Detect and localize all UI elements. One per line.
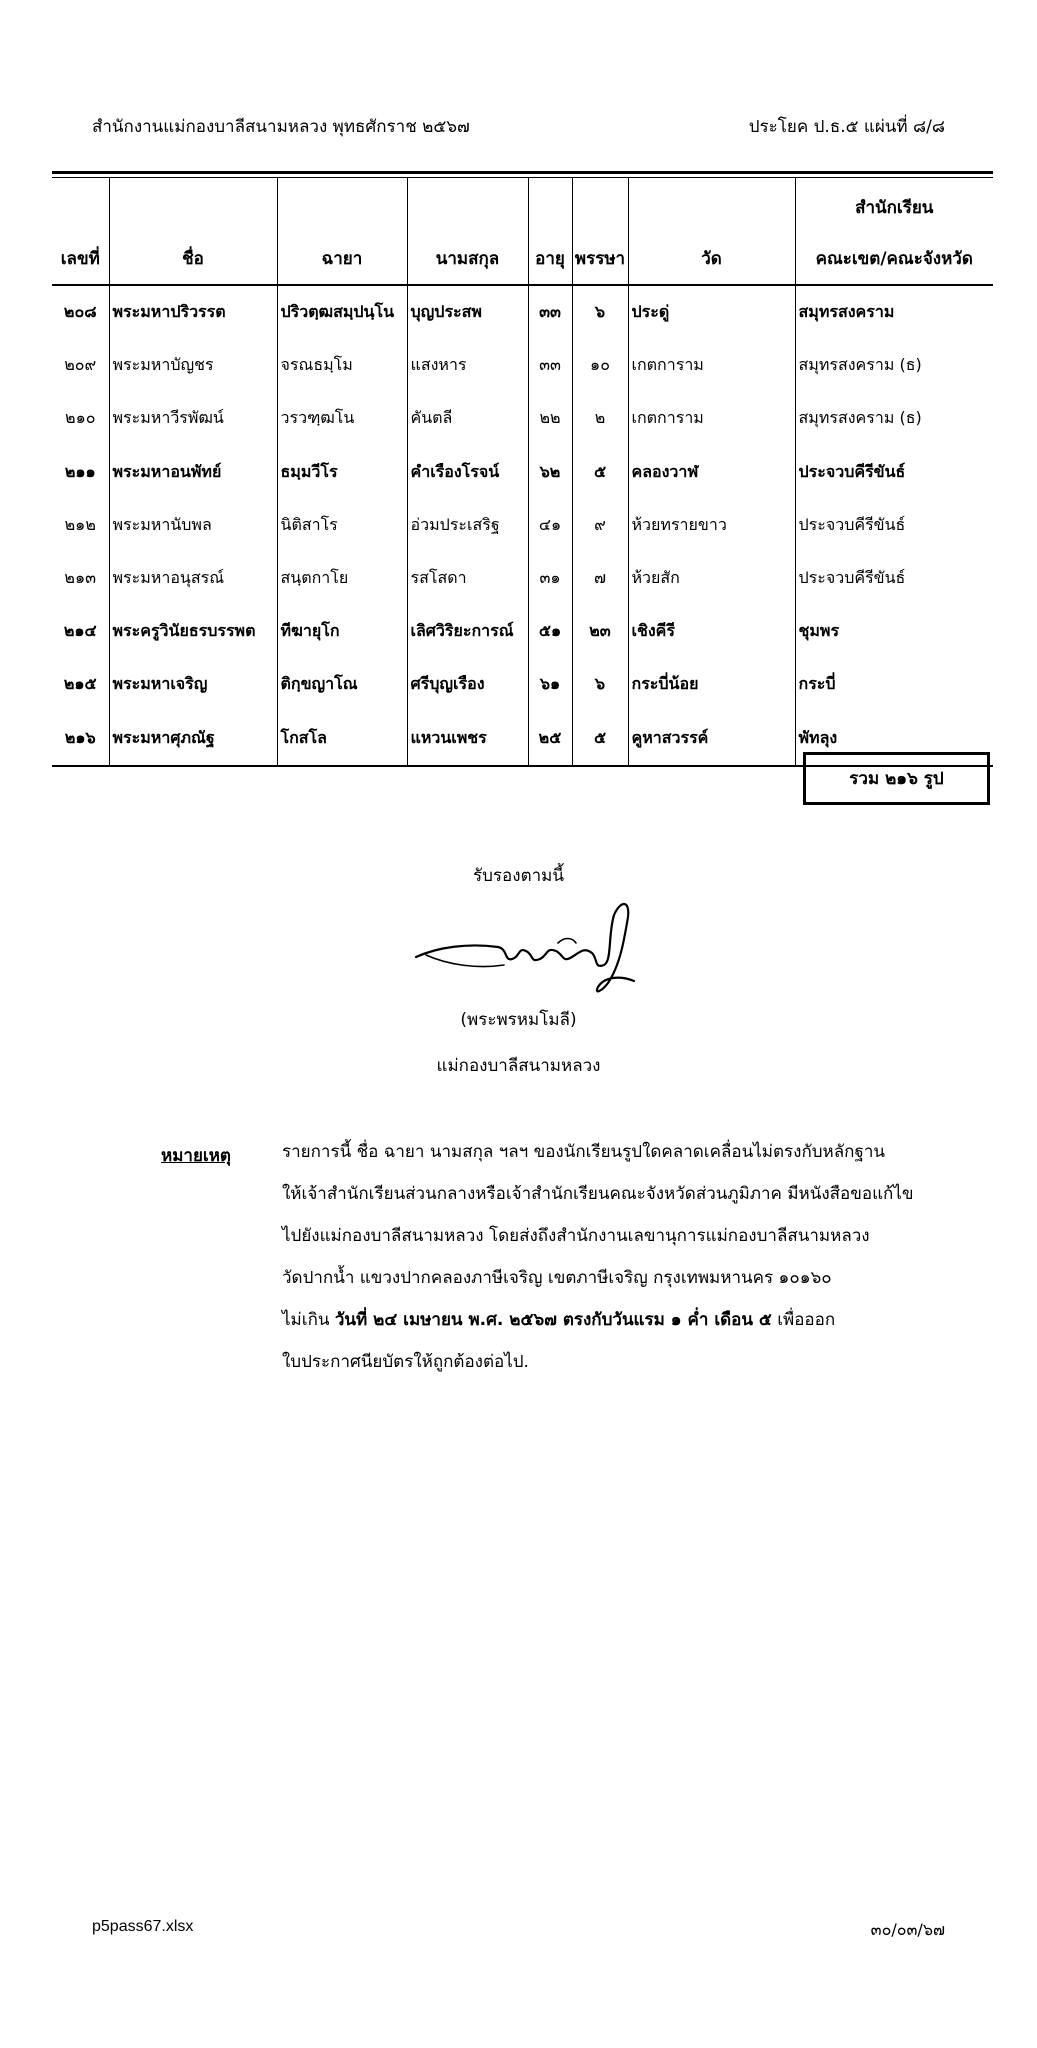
cell-surname: คันตลี <box>407 392 528 445</box>
cell-surname: บุญประสพ <box>407 285 528 339</box>
cell-chaya: นิติสาโร <box>277 499 407 552</box>
column-header-surname: นามสกุล <box>407 178 528 285</box>
column-header-school <box>795 178 993 285</box>
cell-name: พระมหาปริวรรต <box>109 285 277 339</box>
cell-wat: เชิงคีรี <box>628 605 795 658</box>
column-header-age: อายุ <box>528 178 572 285</box>
cell-chaya: วรวฑฺฒโน <box>277 392 407 445</box>
cell-name: พระมหาอนุสรณ์ <box>109 552 277 605</box>
cell-vassa: ๒๓ <box>572 605 628 658</box>
footer-filename: p5pass67.xlsx <box>92 1918 194 1935</box>
header-divider-thick <box>52 171 993 174</box>
cell-vassa: ๒ <box>572 392 628 445</box>
cell-school: สมุทรสงคราม (ธ) <box>795 339 993 392</box>
cell-school: ประจวบคีรีขันธ์ <box>795 446 993 499</box>
cell-wat: ประดู่ <box>628 285 795 339</box>
cell-vassa: ๖ <box>572 285 628 339</box>
cell-surname: คำเรืองโรจน์ <box>407 446 528 499</box>
remark-label: หมายเหตุ <box>161 1146 231 1166</box>
table-row <box>52 658 993 711</box>
cell-name: พระมหาบัญชร <box>109 339 277 392</box>
column-header-school-top: สำนักเรียน <box>855 198 934 218</box>
cell-name: พระมหานับพล <box>109 499 277 552</box>
cell-surname: เลิศวิริยะการณ์ <box>407 605 528 658</box>
remark-line: ไปยังแม่กองบาลีสนามหลวง โดยส่งถึงสำนักงานเลขานุการแม่กองบาลีสนามหลวง <box>282 1226 870 1246</box>
table-body <box>52 285 993 766</box>
cell-chaya: ติกฺขญาโณ <box>277 658 407 711</box>
remark-deadline-line <box>282 1299 902 1341</box>
cell-no: ๒๐๙ <box>64 355 97 375</box>
cell-surname: อ่วมประเสริฐ <box>407 499 528 552</box>
cell-age: ๖๑ <box>528 658 572 711</box>
cell-school: ชุมพร <box>795 605 993 658</box>
cell-school: สมุทรสงคราม <box>795 285 993 339</box>
cell-wat: คลองวาฬ <box>628 446 795 499</box>
column-header-name: ชื่อ <box>109 178 277 285</box>
cell-age: ๕๑ <box>528 605 572 658</box>
table-row <box>52 392 993 445</box>
cell-school: ประจวบคีรีขันธ์ <box>795 552 993 605</box>
cell-name: พระมหาศุภณัฐ <box>109 712 277 766</box>
signer-title: แม่กองบาลีสนามหลวง <box>436 1056 601 1076</box>
column-header-vassa: พรรษา <box>572 178 628 285</box>
cell-surname: รสโสดา <box>407 552 528 605</box>
cell-vassa: ๖ <box>572 658 628 711</box>
cell-vassa: ๗ <box>572 552 628 605</box>
table-row <box>52 285 993 339</box>
cell-school: ประจวบคีรีขันธ์ <box>795 499 993 552</box>
cell-school: พัทลุง <box>795 712 993 766</box>
cell-no: ๒๑๔ <box>63 621 97 641</box>
cell-wat: ห้วยทรายขาว <box>628 499 795 552</box>
cell-chaya: โกสโล <box>277 712 407 766</box>
cell-no: ๒๑๐ <box>65 408 96 428</box>
cell-name: พระครูวินัยธรบรรพต <box>109 605 277 658</box>
cell-surname: แสงหาร <box>407 339 528 392</box>
cell-no: ๒๑๕ <box>63 674 97 694</box>
column-header-chaya: ฉายา <box>277 178 407 285</box>
header-office-title: สำนักงานแม่กองบาลีสนามหลวง พุทธศักราช ๒๕๖๗ <box>92 117 470 137</box>
cell-wat: คูหาสวรรค์ <box>628 712 795 766</box>
cell-name: พระมหาอนพัทย์ <box>109 446 277 499</box>
cell-chaya: สนฺตกาโย <box>277 552 407 605</box>
cell-name: พระมหาเจริญ <box>109 658 277 711</box>
cell-surname: ศรีบุญเรือง <box>407 658 528 711</box>
cell-school: กระบี่ <box>795 658 993 711</box>
footer-date: ๓๐/๐๓/๖๗ <box>870 1920 945 1939</box>
column-header-no: เลขที่ <box>52 178 109 285</box>
cell-chaya: ปริวตฺฒสมฺปนฺโน <box>277 285 407 339</box>
remark-line: รายการนี้ ชื่อ ฉายา นามสกุล ฯลฯ ของนักเรียนรูปใดคลาดเคลื่อนไม่ตรงกับหลักฐาน <box>282 1142 886 1162</box>
cell-no: ๒๐๘ <box>63 302 97 322</box>
cell-chaya: ทีฆายุโก <box>277 605 407 658</box>
cell-chaya: จรณธมฺโม <box>277 339 407 392</box>
remark-deadline-suffix: เพื่อออก <box>771 1310 836 1330</box>
certification-text: รับรองตามนี้ <box>473 866 564 886</box>
cell-chaya: ธมฺมวีโร <box>277 446 407 499</box>
cell-name: พระมหาวีรพัฒน์ <box>109 392 277 445</box>
table-row <box>52 339 993 392</box>
table-row <box>52 446 993 499</box>
cell-wat: ห้วยสัก <box>628 552 795 605</box>
cell-age: ๒๒ <box>528 392 572 445</box>
cell-vassa: ๕ <box>572 446 628 499</box>
cell-wat: กระบี่น้อย <box>628 658 795 711</box>
cell-no: ๒๑๖ <box>52 712 109 766</box>
cell-age: ๓๓ <box>528 339 572 392</box>
cell-age: ๓๓ <box>528 285 572 339</box>
column-header-wat: วัด <box>628 178 795 285</box>
remark-line: ให้เจ้าสำนักเรียนส่วนกลางหรือเจ้าสำนักเรียนคณะจังหวัดส่วนภูมิภาค มีหนังสือขอแก้ไข <box>282 1184 914 1204</box>
cell-wat: เกตการาม <box>628 339 795 392</box>
cell-no: ๒๑๒ <box>64 514 96 534</box>
cell-age: ๔๑ <box>528 499 572 552</box>
cell-vassa: ๑๐ <box>572 339 628 392</box>
table-header-row <box>52 178 993 285</box>
cell-surname: แหวนเพชร <box>407 712 528 766</box>
column-header-school-bottom: คณะเขต/คณะจังหวัด <box>815 249 973 269</box>
remark-body <box>282 1131 914 1383</box>
cell-age: ๖๒ <box>528 446 572 499</box>
signer-name: (พระพรหมโมลี) <box>460 1010 577 1030</box>
remark-line: ใบประกาศนียบัตรให้ถูกต้องต่อไป. <box>282 1352 529 1372</box>
cell-wat: เกตการาม <box>628 392 795 445</box>
header-page-info: ประโยค ป.ธ.๕ แผ่นที่ ๘/๘ <box>748 117 945 137</box>
cell-no: ๒๑๑ <box>64 461 96 481</box>
table-row <box>52 552 993 605</box>
remark-line: วัดปากน้ำ แขวงปากคลองภาษีเจริญ เขตภาษีเจริญ กรุงเทพมหานคร ๑๐๑๖๐ <box>282 1268 832 1288</box>
cell-school: สมุทรสงคราม (ธ) <box>795 392 993 445</box>
cell-no: ๒๑๓ <box>64 568 97 588</box>
total-count-box: รวม ๒๑๖ รูป <box>803 752 990 805</box>
signature-image <box>408 895 658 1005</box>
student-roster-table <box>52 178 993 767</box>
cell-age: ๓๑ <box>528 552 572 605</box>
remark-deadline-date: วันที่ ๒๔ เมษายน พ.ศ. ๒๕๖๗ ตรงกับวันแรม ๑ ค่ำ เดือน ๕ <box>334 1310 772 1330</box>
table-row <box>52 499 993 552</box>
cell-vassa: ๕ <box>572 712 628 766</box>
table-row <box>52 605 993 658</box>
remark-deadline-prefix: ไม่เกิน <box>282 1310 335 1330</box>
cell-vassa: ๙ <box>572 499 628 552</box>
cell-age: ๒๕ <box>528 712 572 766</box>
